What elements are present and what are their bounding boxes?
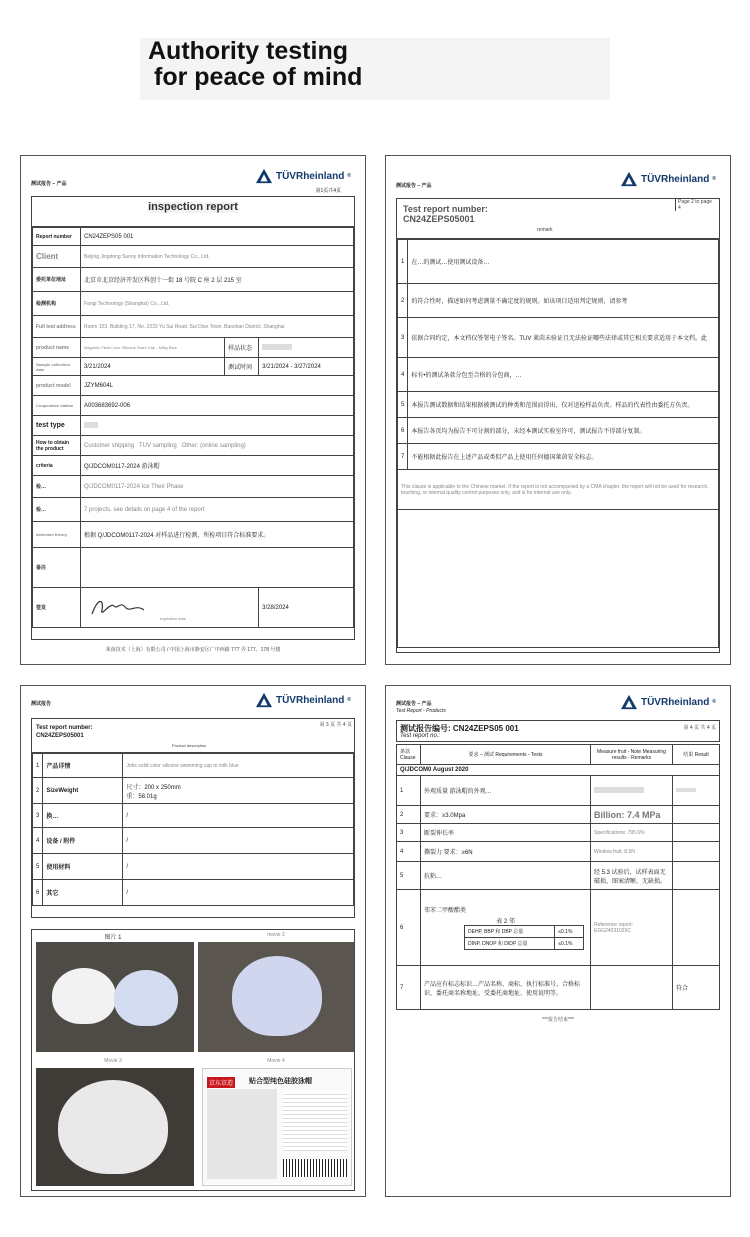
row-label: 其它	[43, 880, 123, 906]
result: 符合	[673, 966, 720, 1010]
field-label: detection theory	[33, 522, 81, 548]
field-label: Sample collection date	[33, 358, 81, 376]
requirement: 要求：≥3.0Mpa	[421, 806, 591, 824]
phthalate-limit: ≤0.1%	[555, 926, 584, 938]
product-label-photo	[202, 1068, 352, 1186]
field-value: 7 projects, see details on page 4 of the report	[81, 498, 354, 522]
field-label: Report number	[33, 228, 81, 246]
item-number: 4	[398, 358, 408, 392]
item-number: 2	[398, 284, 408, 318]
measure: Window fruit: 8.5N	[591, 842, 673, 862]
doc-tag: 测试报告 – 产品	[396, 183, 432, 189]
brand-name: TÜVRheinland	[275, 170, 345, 182]
requirement: 断裂伸长率	[421, 824, 591, 842]
item-text: 本报告测试数据和结果根据被测试的种类和范围而得出，仅对送检样品负责。样品的代表性由委托方负责。	[408, 392, 719, 418]
report-cover-table	[31, 196, 355, 640]
field-value: 3/21/2024	[81, 358, 225, 376]
col-measure: Measure fruit - Note Measuring results - Remarks	[591, 745, 673, 765]
row-number: 5	[33, 854, 43, 880]
clause-number: 2	[397, 806, 421, 824]
label-brand: 京东京造	[207, 1077, 235, 1088]
page-number: 第 4 页 共 4 页	[683, 725, 716, 731]
field-value: JZYM604L	[81, 376, 354, 396]
report-page-3	[20, 685, 366, 1197]
clause-number: 1	[397, 776, 421, 806]
tuv-triangle-icon	[255, 692, 273, 708]
row-number: 3	[33, 804, 43, 828]
row-value: /	[123, 854, 354, 880]
signature	[81, 588, 259, 628]
field-value: Beijing Jingdong Sunny Information Technology Co., Ltd.	[81, 246, 354, 268]
phthalate-table-caption: 表 2 邻	[496, 919, 515, 925]
photo-caption-2: movie 2	[267, 932, 285, 938]
row-label: SizeWeight	[43, 778, 123, 804]
photo-grid	[31, 929, 355, 1191]
photo-caption-3: Movie 3	[104, 1058, 122, 1064]
item-text: 不能根据此报告在上述产品或类似产品上使用任何德国莱茵安全标志。	[408, 444, 719, 470]
measure: Reference report: EGG24031026C	[591, 890, 673, 966]
brand-name: TÜVRheinland	[640, 173, 710, 185]
sample-state-label: 样品状态	[225, 338, 259, 358]
barcode-icon	[283, 1159, 347, 1177]
row-label: 使用材料	[43, 854, 123, 880]
standard-row: Q/JDCOM0 August 2020	[397, 765, 720, 776]
report-number-header	[396, 720, 720, 742]
field-value: Room 103, Building 17, No. 2233 Yu Sui Road, Sui Dian Town, Baoshan District, Shanghai	[81, 316, 354, 338]
field-label: 委托单位地址	[33, 268, 81, 292]
product-desc-rows	[32, 753, 354, 906]
measure: 经 5.3 试验后，试样表面无破损、图案清晰、无缺损。	[591, 862, 673, 890]
label-image-area	[207, 1089, 277, 1179]
result	[673, 806, 720, 824]
page-number: 第1页共4页	[315, 188, 341, 194]
remark-items	[397, 239, 719, 648]
item-text: 本报告各页均为报告不可分割的部分，未经本测试实验室许可，测试报告不得部分复制。	[408, 418, 719, 444]
tuv-logo	[255, 168, 351, 184]
col-result: 结果 Result	[673, 745, 720, 765]
row-value: /	[123, 880, 354, 906]
expiration-value: 3/28/2024	[259, 588, 354, 628]
field-label: Client	[33, 246, 81, 268]
page-number: 第 3 页 共 4 页	[319, 722, 352, 728]
item-number: 5	[398, 392, 408, 418]
photo-two-caps	[36, 942, 194, 1052]
field-value	[81, 416, 354, 436]
field-value	[81, 548, 354, 588]
item-number: 3	[398, 318, 408, 358]
requirement: 外观质量 游泳帽的外观…	[421, 776, 591, 806]
clause-number: 5	[397, 862, 421, 890]
report-number-value: CN24ZEPS05001	[36, 733, 84, 739]
blank-area	[398, 510, 719, 648]
row-number: 6	[33, 880, 43, 906]
field-label: criteria	[33, 456, 81, 476]
row-number: 4	[33, 828, 43, 854]
brand-name: TÜVRheinland	[275, 694, 345, 706]
field-value: CN24ZEPS05 001	[81, 228, 354, 246]
phthalate-table	[464, 925, 584, 950]
test-time-label: 测试时间	[225, 358, 259, 376]
test-results-table	[396, 744, 720, 1144]
field-label: 检测机构	[33, 292, 81, 316]
brand-name: TÜVRheinland	[640, 696, 710, 708]
item-number: 1	[398, 240, 408, 284]
result	[673, 890, 720, 966]
report-number-label: Test report number:	[36, 725, 93, 731]
doc-tag-en: Test Report - Products	[396, 708, 446, 714]
report-page-4	[385, 685, 731, 1197]
measure: Billion: 7.4 MPa	[591, 806, 673, 824]
cap-top-view-shape	[232, 956, 322, 1036]
product-desc-header: Product description	[172, 743, 207, 748]
field-label: How to obtain the product	[33, 436, 81, 456]
result	[673, 842, 720, 862]
report-number-header	[32, 719, 354, 753]
results-table	[396, 744, 720, 1010]
tuv-triangle-icon	[620, 694, 638, 710]
page-number: Page 2 to page 4	[675, 199, 715, 211]
clause-number: 6	[397, 890, 421, 966]
clause-number: 7	[397, 966, 421, 1010]
row-value: 尺寸：200 x 250mm 重：58.01g	[123, 778, 354, 804]
row-value: /	[123, 828, 354, 854]
tuv-logo	[620, 694, 716, 710]
item-text: 标有•的测试条款分包至合格的分包商，…	[408, 358, 719, 392]
blue-cap-shape	[114, 970, 178, 1026]
row-value: /	[123, 804, 354, 828]
field-value: Fangi Technology (Shanghai) Co., Ltd.	[81, 292, 354, 316]
tuv-logo	[255, 692, 351, 708]
field-label: product model	[33, 376, 81, 396]
clause-number: 4	[397, 842, 421, 862]
row-label: 设备 / 附件	[43, 828, 123, 854]
field-label: 检…	[33, 498, 81, 522]
field-label: test type	[33, 416, 81, 436]
obtain-tuv: TUV sampling	[139, 442, 177, 449]
requirement: 抗粘…	[421, 862, 591, 890]
item-text: 的符合性时，描述如何考虑测量不确定度的规则。如该项目适用判定规则，请参考	[408, 284, 719, 318]
headline-line-1: Authority testing	[148, 37, 348, 65]
row-label: 产品详情	[43, 754, 123, 778]
phthalate-name: DEHP, BBP 和 DBP 总量	[465, 926, 555, 938]
col-requirements: 要求 – 测试 Requirements - Tests	[421, 745, 591, 765]
field-value: 根据 Q/JDCOM0117-2024 对样品进行检测，所检项目符合标准要求。	[81, 522, 354, 548]
sample-state-value	[259, 338, 354, 358]
measure: Specifications: 795.6%	[591, 824, 673, 842]
item-number: 7	[398, 444, 408, 470]
brand-reg: ®	[712, 176, 716, 182]
field-label: Full test address	[33, 316, 81, 338]
row-label: 换…	[43, 804, 123, 828]
report-number-label: 测试报告编号: CN24ZEPS05 001	[400, 724, 519, 733]
field-value: Q/JDCOM0117-2024 Ice Their Phase	[81, 476, 354, 498]
label-text-lines	[283, 1091, 347, 1151]
expiration-label: expiration date	[159, 615, 186, 621]
market-note: This clause is applicable to the Chinese market. If the report is not accompanied by a CMA chapter, the report will not be used for research, teaching, or internal quality control purposes only, and is for internal use only.	[398, 470, 719, 510]
footer-address: 莱茵技术（上海）有限公司 / 中国上海市静安区广中西路 777 弄 177、178 号楼	[105, 647, 281, 653]
photo-cap-side	[36, 1068, 194, 1186]
obtain-customer: Customer shipping	[84, 442, 135, 449]
report-number-value: CN24ZEPS05001	[403, 214, 475, 224]
photo-cap-measure	[198, 942, 354, 1052]
requirement-text: 邻苯二甲酸酯类	[424, 908, 467, 914]
brand-reg: ®	[347, 697, 351, 703]
item-text: 在…的测试…使用测试设备…	[408, 240, 719, 284]
result	[673, 776, 720, 806]
row-number: 1	[33, 754, 43, 778]
obtain-other: Other: (online sampling)	[181, 442, 246, 449]
col-clause: 条款 Clause	[397, 745, 421, 765]
tuv-logo	[620, 171, 716, 187]
headline-line-2: for peace of mind	[154, 63, 363, 91]
field-label: 检…	[33, 476, 81, 498]
item-number: 6	[398, 418, 408, 444]
row-value: Jobs solid color silicone swimming cap to milk blue	[123, 754, 354, 778]
white-cap-shape	[52, 968, 116, 1024]
field-label: 签发	[33, 588, 81, 628]
clause-number: 3	[397, 824, 421, 842]
report-number-label: Test report number:	[403, 204, 488, 214]
result	[673, 862, 720, 890]
cover-rows	[32, 227, 354, 628]
report-title	[32, 197, 354, 227]
remark-header: remark	[537, 227, 553, 233]
signature-icon	[84, 594, 154, 620]
remarks-table	[396, 198, 720, 653]
measure	[591, 776, 673, 806]
phthalate-limit: ≤0.1%	[555, 938, 584, 950]
brand-reg: ®	[712, 699, 716, 705]
label-title: 贴合型纯色硅胶泳帽	[249, 1078, 312, 1085]
result	[673, 824, 720, 842]
field-value	[81, 436, 354, 456]
field-label: 备注	[33, 548, 81, 588]
field-value: A003683692-006	[81, 396, 354, 416]
requirement: 产品应有标志标识…产品名称、商标、执行标准号、合格标识、委托商名称地址、受委托商地址、使用说明等。	[421, 966, 591, 1010]
field-label: product name	[33, 338, 81, 358]
test-time-value: 3/21/2024 - 3/27/2024	[259, 358, 354, 376]
report-title-text: inspection report	[148, 201, 238, 213]
photo-caption-4: Movie 4	[267, 1058, 285, 1064]
requirement	[421, 890, 591, 966]
doc-tag: 测试报告 – 产品	[396, 701, 432, 707]
item-text: 依据合同约定，本文档仅签署电子签名。TUV 莱茵未验证且无法验证哪些法律或其它相关要求适用于本文档。此	[408, 318, 719, 358]
field-value: Q/JDCOM0117-2024 游泳帽	[81, 456, 354, 476]
measure	[591, 966, 673, 1010]
field-label: Cooperative station	[33, 396, 81, 416]
field-value: 北京市北京经济开发区科创十一街 18 号院 C 座 2 层 215 室	[81, 268, 354, 292]
brand-reg: ®	[347, 173, 351, 179]
report-number-header	[397, 199, 719, 239]
phthalate-name: DINP, DNOP 和 DIDP 总量	[465, 938, 555, 950]
headline-banner	[140, 38, 610, 100]
tuv-triangle-icon	[255, 168, 273, 184]
cap-side-shape	[58, 1080, 168, 1174]
report-page-1	[20, 155, 366, 665]
report-number-label-en: Test report no.:	[400, 733, 441, 739]
tuv-triangle-icon	[620, 171, 638, 187]
row-number: 2	[33, 778, 43, 804]
report-page-2	[385, 155, 731, 665]
photo-caption-1: 图片 1	[104, 935, 122, 941]
field-value: Magnetic Field Color Silicone Swim Cap - Milky Blue	[81, 338, 225, 358]
doc-tag: 测试报告	[31, 701, 52, 707]
requirement: 撕裂力 要求：≥6N	[421, 842, 591, 862]
report-end: ***报告结束***	[542, 1017, 574, 1023]
doc-tag: 测试报告 – 产品	[31, 181, 67, 187]
product-desc-table	[31, 718, 355, 918]
